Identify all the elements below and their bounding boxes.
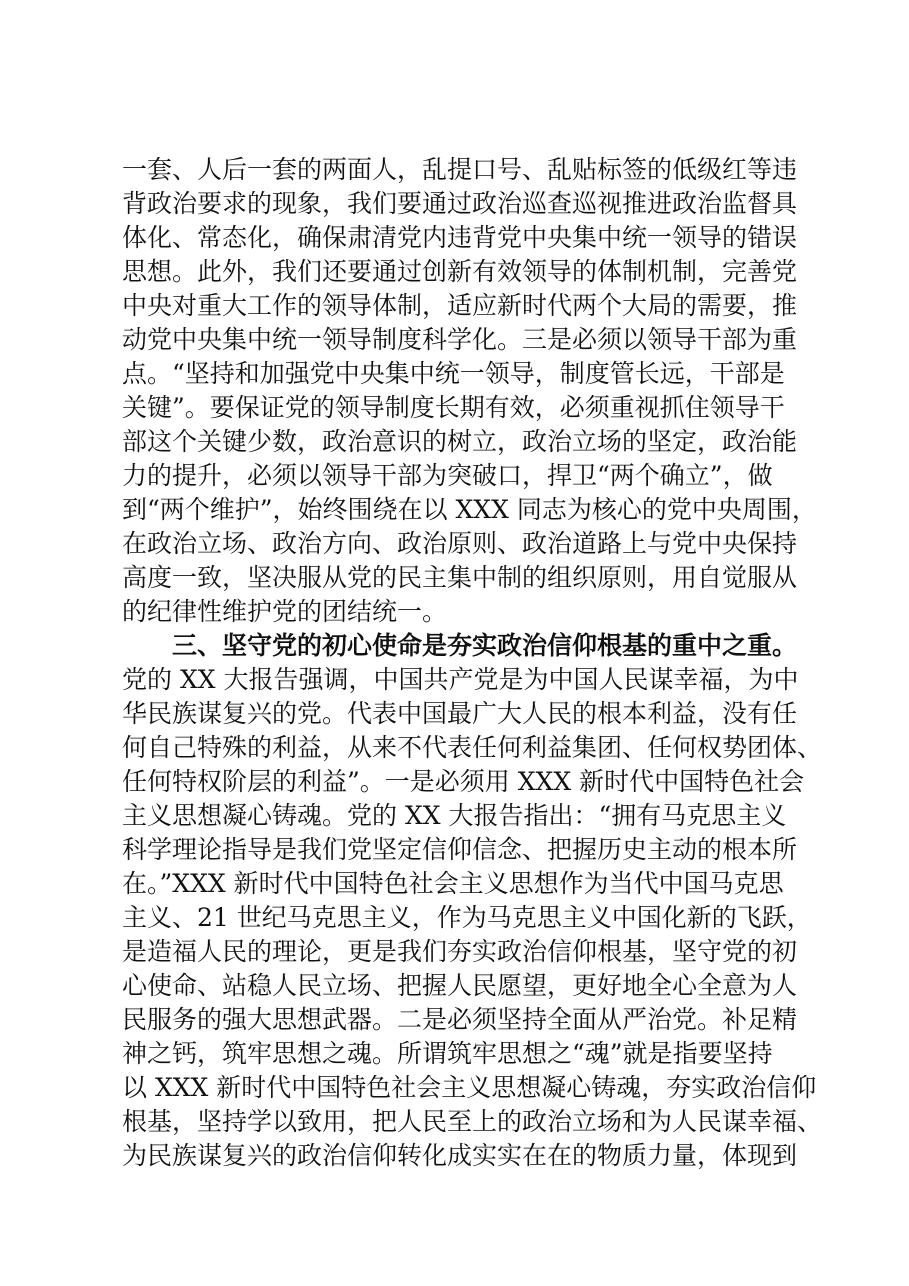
paragraph-2-line: 主义、21 世纪马克思主义，作为马克思主义中国化新的飞跃， — [122, 903, 812, 932]
paragraph-2-line: 何自己特殊的利益，从来不代表任何利益集团、任何权势团体、 — [122, 733, 823, 762]
paragraph-2-line: 为民族谋复兴的政治信仰转化成实实在在的物质力量，体现到 — [122, 1141, 798, 1170]
paragraph-1-line: 到“两个维护”，始终围绕在以 XXX 同志为核心的党中央周围， — [122, 495, 817, 524]
paragraph-2-line: 心使命、站稳人民立场、把握人民愿望，更好地全心全意为人 — [122, 971, 798, 1000]
paragraph-1-line: 部这个关键少数，政治意识的树立，政治立场的坚定，政治能 — [122, 427, 798, 456]
paragraph-1-line: 在政治立场、政治方向、政治原则、政治道路上与党中央保持 — [122, 529, 798, 558]
paragraph-2-line: 神之钙，筑牢思想之魂。所谓筑牢思想之“魂”就是指要坚持 — [122, 1039, 773, 1068]
paragraph-2-line: 在。”XXX 新时代中国特色社会主义思想作为当代中国马克思 — [122, 869, 784, 898]
paragraph-2-line: 是造福人民的理论，更是我们夯实政治信仰根基，坚守党的初 — [122, 937, 798, 966]
paragraph-1-line: 点。“坚持和加强党中央集中统一领导，制度管长远，干部是 — [122, 359, 785, 388]
paragraph-2-line: 任何特权阶层的利益”。一是必须用 XXX 新时代中国特色社会 — [122, 767, 805, 796]
paragraph-2-line: 科学理论指导是我们党坚定信仰信念、把握历史主动的根本所 — [122, 835, 798, 864]
paragraph-1-line: 背政治要求的现象，我们要通过政治巡查巡视推进政治监督具 — [122, 189, 798, 218]
paragraph-1-line: 动党中央集中统一领导制度科学化。三是必须以领导干部为重 — [122, 325, 798, 354]
paragraph-2-line: 民服务的强大思想武器。二是必须坚持全面从严治党。补足精 — [122, 1005, 798, 1034]
paragraph-1-line: 关键”。要保证党的领导制度长期有效，必须重视抓住领导干 — [122, 393, 785, 422]
paragraph-2-line: 以 XXX 新时代中国特色社会主义思想凝心铸魂，夯实政治信仰 — [122, 1073, 817, 1102]
paragraph-2-line: 主义思想凝心铸魂。党的 XX 大报告指出：“拥有马克思主义 — [122, 801, 787, 830]
section-heading: 三、坚守党的初心使命是夯实政治信仰根基的重中之重。 — [172, 631, 798, 660]
paragraph-1-line: 体化、常态化，确保肃清党内违背党中央集中统一领导的错误 — [122, 223, 798, 252]
paragraph-1-line: 中央对重大工作的领导体制，适应新时代两个大局的需要，推 — [122, 291, 798, 320]
paragraph-1-line: 的纪律性维护党的团结统一。 — [122, 597, 448, 626]
paragraph-2-line: 华民族谋复兴的党。代表中国最广大人民的根本利益，没有任 — [122, 699, 798, 728]
paragraph-1-line: 一套、人后一套的两面人，乱提口号、乱贴标签的低级红等违 — [122, 155, 798, 184]
paragraph-1-line: 高度一致，坚决服从党的民主集中制的组织原则，用自觉服从 — [122, 563, 798, 592]
paragraph-1-line: 力的提升，必须以领导干部为突破口，捍卫“两个确立”，做 — [122, 461, 773, 490]
paragraph-1-line: 思想。此外，我们还要通过创新有效领导的体制机制，完善党 — [122, 257, 798, 286]
paragraph-2-line: 党的 XX 大报告强调，中国共产党是为中国人民谋幸福，为中 — [122, 665, 799, 694]
paragraph-2-line: 根基，坚持学以致用，把人民至上的政治立场和为人民谋幸福、 — [122, 1107, 823, 1136]
